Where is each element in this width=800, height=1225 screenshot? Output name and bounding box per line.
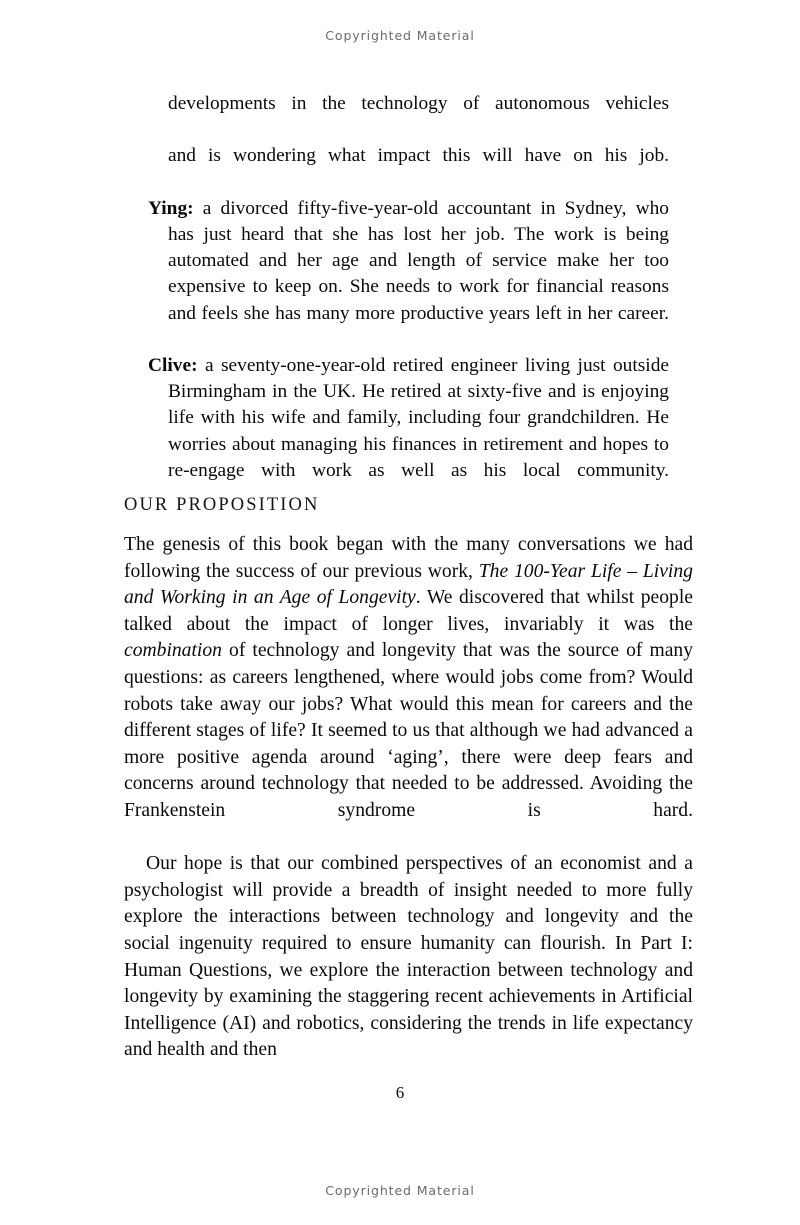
run-italic-book-title: The 100-Year Life – Living and Working in an Age of Longevity xyxy=(124,560,693,609)
section-heading-our-proposition: OUR PROPOSITION xyxy=(124,495,320,515)
run-text: of technology and longevity that was the source of many questions: as careers lengthened, where would jobs come from? Would robots take away our jobs? What would this mean for careers and the different stages of life? It seemed to us that although we had advanced a more positive agenda around ‘aging’, there were deep fears and concerns around technology that needed to be addressed. Avoiding the Frankenstein syndrome is hard. xyxy=(124,640,693,821)
running-foot-copyright-notice: Copyrighted Material xyxy=(325,1183,475,1198)
run-text: Our hope is that our combined perspectives of an economist and a psychologist will provide a breadth of insight needed to more fully explore the interactions between technology and longevity and the social ingenuity required to ensure humanity can flourish. In Part I: Human Questions, we explore the interaction between technology and longevity by examining the staggering recent achievements in Artificial Intelligence (AI) and robotics, considering the trends in life expectancy and health and then xyxy=(124,853,693,1061)
paragraph-our-hope xyxy=(124,851,693,1064)
persona-description-clive: a seventy-one-year-old retired engineer living just outside Birmingham in the UK. He retired at sixty-five and is enjoying life with his wife and family, including four grandchildren. He worries about managing his finances in retirement and hopes to re-engage with work as well as his local community. xyxy=(168,355,669,481)
run-text: The genesis of this book began with the many conversations we had following the success of our previous work, xyxy=(124,534,693,582)
persona-name-clive: Clive: xyxy=(148,355,198,377)
paragraph-genesis xyxy=(124,532,693,851)
persona-name-ying: Ying: xyxy=(148,197,194,219)
persona-item-clive xyxy=(148,353,669,510)
persona-item-ying xyxy=(148,196,669,353)
persona-list xyxy=(148,91,669,510)
persona-carryover-line-1: developments in the technology of autonomous vehicles xyxy=(168,93,669,114)
page-number: 6 xyxy=(395,1083,405,1102)
section-body xyxy=(124,532,693,1064)
run-text: . We discovered that whilst people talked about the impact of longer lives, invariably it was the xyxy=(124,587,693,635)
running-head-copyright-notice: Copyrighted Material xyxy=(325,28,475,43)
persona-description-ying: a divorced fifty-five-year-old accountant in Sydney, who has just heard that she has lost her job. The work is being automated and her age and length of service make her too expensive to keep on. She needs to work for financial reasons and feels she has many more productive years left in her career. xyxy=(168,197,669,324)
run-italic-combination: combination xyxy=(124,640,222,662)
persona-carryover-line-2: and is wondering what impact this will have on his job. xyxy=(168,145,669,167)
